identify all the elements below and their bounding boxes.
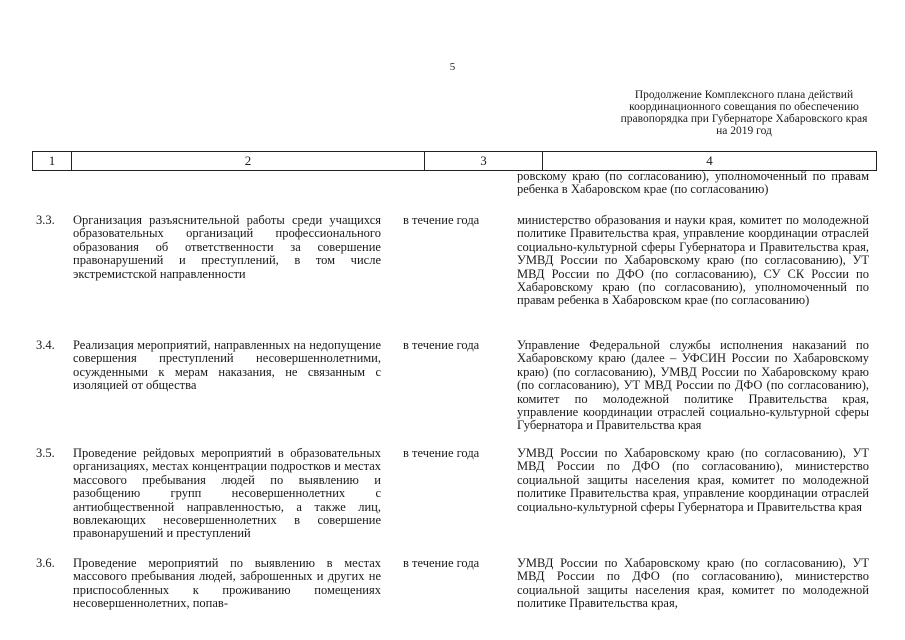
column-header-1: 1: [48, 153, 56, 168]
row-responsible: Управление Федеральной службы исполнения наказаний по Хабаровскому краю (далее – УФСИН России по Хабаровскому краю) (по согласованию), УМВД России по Хабаровскому краю (по согласованию), УТ МВД России по ДФО (по согласованию), комитет по молодежной политике Правительства края, управление координации отраслей социально-культурной сферы Губернатора и Правительства края: [517, 338, 869, 433]
row-number: 3.3.: [36, 213, 55, 227]
row-description: Проведение мероприятий по выявлению в местах массового пребывания людей, заброшенных и других не приспособленных к проживанию помещениях несовершеннолетних, попав-: [73, 556, 381, 611]
column-header-3: 3: [424, 152, 542, 170]
row-term: в течение года: [403, 446, 480, 460]
column-header-2: 2: [71, 152, 424, 170]
row-term: в течение года: [403, 213, 480, 227]
row-number: 3.5.: [36, 446, 55, 460]
column-header-4: 4: [542, 152, 876, 170]
carryover-responsible-text: ровскому краю (по согласованию), уполномоченный по правам ребенка в Хабаровском крае (по согласованию): [517, 169, 869, 197]
row-description: Реализация мероприятий, направленных на недопущение совершения преступлений несовершеннолетними, осужденными к мерам наказания, не связанным с изоляцией от общества: [73, 338, 381, 393]
row-responsible: УМВД России по Хабаровскому краю (по согласованию), УТ МВД России по ДФО (по согласованию), министерство социальной защиты населения края, комитет по молодежной политике Правительства края, управление координации отраслей социально-культурной сферы Губернатора и Правительства края: [517, 446, 869, 514]
row-term: в течение года: [403, 338, 480, 352]
row-description: Организация разъяснительной работы среди учащихся образовательных организаций профессионального образования об ответственности за совершение правонарушений и преступлений, в том числе экстремистской направленности: [73, 213, 381, 281]
row-responsible: УМВД России по Хабаровскому краю (по согласованию), УТ МВД России по ДФО (по согласованию), министерство социальной защиты населения края, комитет по молодежной политике Правительства края,: [517, 556, 869, 611]
row-responsible: министерство образования и науки края, комитет по молодежной политике Правительства края, управление координации отраслей социально-культурной сферы Губернатора и Правительства края, УМВД России по Хабаровскому краю (по согласованию), УТ МВД России по ДФО (по согласованию), СУ СК России по Хабаровскому краю (по согласованию), уполномоченный по правам ребенка в Хабаровском крае (по согласованию): [517, 213, 869, 308]
table-column-header-row: [32, 151, 877, 171]
continuation-heading: Продолжение Комплексного плана действий координационного совещания по обеспечению правопорядка при Губернаторе Хабаровского края на 2019 год: [620, 89, 868, 137]
row-description: Проведение рейдовых мероприятий в образовательных организациях, местах концентрации подростков и местах массового пребывания людей по выявлению и разобщению групп несовершеннолетних с антиобщественной направленностью, а также лиц, вовлекающих несовершеннолетних в совершение правонарушений и преступлений: [73, 446, 381, 541]
row-term: в течение года: [403, 556, 480, 570]
page-number: 5: [449, 61, 456, 73]
row-number: 3.6.: [36, 556, 55, 570]
row-number: 3.4.: [36, 338, 55, 352]
